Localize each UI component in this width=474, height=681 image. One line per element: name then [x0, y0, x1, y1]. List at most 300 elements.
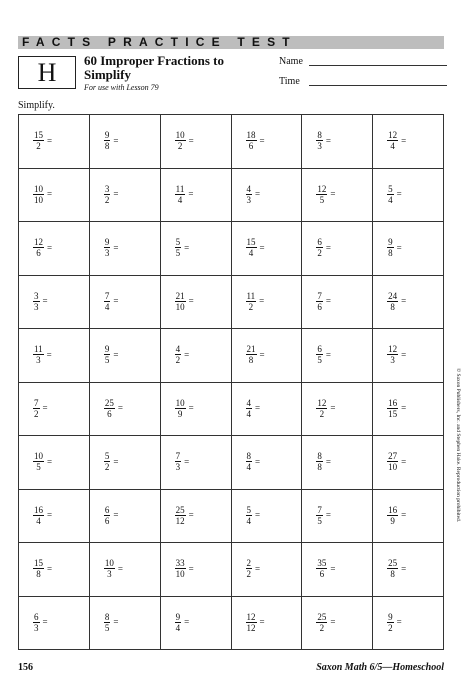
fraction-problem — [246, 291, 265, 312]
problem-cell[interactable] — [161, 276, 232, 330]
denominator: 15 — [388, 408, 398, 419]
problem-cell[interactable] — [19, 329, 90, 383]
denominator: 10 — [388, 462, 398, 472]
denominator: 5 — [317, 515, 322, 526]
numerator: 16 — [388, 397, 398, 408]
numerator: 12 — [34, 237, 43, 247]
numerator: 12 — [317, 183, 327, 194]
fraction-problem — [175, 344, 190, 365]
fraction-problem — [104, 237, 119, 258]
equals-sign: = — [259, 296, 265, 306]
problem-cell[interactable] — [232, 490, 303, 544]
fraction — [246, 237, 257, 258]
fraction-problem — [246, 505, 261, 526]
problem-cell[interactable] — [232, 543, 303, 597]
denominator: 3 — [36, 355, 41, 365]
fraction-problem — [33, 184, 52, 205]
fraction-problem — [246, 398, 261, 419]
problem-cell[interactable] — [302, 543, 373, 597]
problem-cell[interactable] — [19, 436, 90, 490]
fraction — [246, 130, 257, 151]
problem-cell[interactable] — [161, 490, 232, 544]
problem-cell[interactable] — [373, 490, 444, 544]
problem-cell[interactable] — [302, 490, 373, 544]
equals-sign: = — [47, 563, 53, 574]
fraction — [175, 612, 182, 633]
denominator: 2 — [104, 462, 110, 472]
equals-sign: = — [255, 563, 261, 574]
problem-cell[interactable] — [373, 169, 444, 223]
denominator: 8 — [390, 569, 395, 579]
equals-sign: = — [396, 617, 402, 627]
problem-cell[interactable] — [90, 169, 161, 223]
fraction-problem — [175, 558, 194, 579]
numerator: 8 — [246, 451, 251, 461]
numerator: 7 — [104, 290, 110, 301]
problem-cell[interactable] — [161, 115, 232, 169]
equals-sign: = — [113, 456, 119, 467]
numerator: 9 — [104, 344, 110, 354]
fraction — [316, 398, 327, 419]
problem-cell[interactable] — [373, 436, 444, 490]
numerator: 8 — [317, 451, 322, 461]
numerator: 7 — [317, 504, 322, 515]
fraction — [33, 558, 44, 579]
fraction-problem — [387, 398, 406, 419]
time-field[interactable] — [279, 76, 300, 87]
problem-cell[interactable] — [373, 329, 444, 383]
numerator: 21 — [246, 344, 256, 354]
equals-sign: = — [117, 403, 123, 413]
denominator: 2 — [175, 355, 181, 365]
equals-sign: = — [401, 563, 407, 574]
denominator: 3 — [34, 301, 39, 312]
fraction-problem — [175, 505, 194, 526]
fraction-problem — [175, 237, 190, 258]
fraction-problem — [387, 291, 406, 312]
fraction-problem — [33, 558, 52, 579]
fraction-problem — [33, 398, 48, 419]
equals-sign: = — [255, 403, 261, 413]
equals-sign: = — [188, 296, 194, 306]
equals-sign: = — [47, 242, 53, 253]
equals-sign: = — [117, 563, 123, 574]
numerator: 5 — [104, 451, 110, 461]
equals-sign: = — [113, 510, 119, 520]
fraction-problem — [387, 130, 406, 151]
fraction — [246, 558, 253, 579]
fraction — [33, 291, 40, 312]
fraction-problem — [104, 184, 119, 205]
time-line[interactable] — [309, 85, 447, 86]
fraction-problem — [246, 184, 261, 205]
denominator: 5 — [175, 248, 181, 258]
fraction-problem — [316, 398, 335, 419]
fraction — [175, 558, 186, 579]
fraction — [387, 184, 394, 205]
problem-cell[interactable] — [90, 222, 161, 276]
equals-sign: = — [188, 563, 194, 574]
problem-cell[interactable] — [232, 115, 303, 169]
equals-sign: = — [396, 242, 402, 253]
equals-sign: = — [325, 242, 331, 253]
denominator: 2 — [319, 622, 325, 633]
problem-cell[interactable] — [302, 115, 373, 169]
equals-sign: = — [113, 242, 119, 253]
fraction-problem — [316, 291, 331, 312]
equals-sign: = — [184, 349, 190, 360]
equals-sign: = — [330, 617, 336, 627]
equals-sign: = — [184, 242, 190, 253]
fraction — [104, 451, 111, 472]
denominator: 5 — [317, 355, 322, 365]
fraction — [175, 451, 182, 472]
problem-cell[interactable] — [302, 383, 373, 437]
problem-cell[interactable] — [161, 383, 232, 437]
numerator: 4 — [175, 344, 181, 354]
fraction — [387, 398, 398, 419]
problem-cell[interactable] — [302, 436, 373, 490]
name-label: Name — [279, 56, 303, 67]
fraction — [316, 451, 323, 472]
equals-sign: = — [401, 403, 407, 413]
denominator: 5 — [319, 194, 325, 205]
fraction-problem — [316, 612, 335, 633]
fraction — [316, 291, 323, 312]
denominator: 4 — [390, 141, 395, 151]
fraction-problem — [104, 398, 123, 419]
fraction-problem — [246, 237, 265, 258]
equals-sign: = — [113, 349, 119, 360]
fraction-problem — [33, 451, 52, 472]
denominator: 10 — [34, 194, 43, 205]
fraction — [104, 130, 111, 151]
numerator: 9 — [175, 611, 181, 622]
equals-sign: = — [188, 510, 194, 520]
problem-cell[interactable] — [232, 222, 303, 276]
denominator: 2 — [246, 569, 251, 579]
denominator: 4 — [104, 301, 110, 312]
numerator: 24 — [388, 290, 398, 301]
fraction — [104, 237, 111, 258]
numerator: 15 — [246, 237, 256, 247]
fraction-problem — [175, 184, 194, 205]
fraction-problem — [246, 451, 261, 472]
fraction — [387, 451, 398, 472]
fraction — [175, 237, 182, 258]
fraction-problem — [246, 344, 265, 365]
fraction — [175, 505, 186, 526]
numerator: 6 — [317, 237, 322, 247]
numerator: 15 — [34, 558, 43, 568]
problem-cell[interactable] — [373, 222, 444, 276]
fraction — [246, 291, 257, 312]
fraction-problem — [104, 291, 119, 312]
denominator: 4 — [36, 515, 41, 526]
equals-sign: = — [184, 617, 190, 627]
numerator: 9 — [388, 611, 393, 622]
denominator: 3 — [390, 355, 395, 365]
fraction — [175, 130, 186, 151]
problem-cell[interactable] — [302, 222, 373, 276]
denominator: 4 — [177, 194, 183, 205]
denominator: 8 — [317, 462, 322, 472]
fraction-problem — [175, 130, 194, 151]
denominator: 6 — [107, 408, 112, 419]
fraction — [175, 184, 186, 205]
denominator: 2 — [388, 622, 393, 633]
equals-sign: = — [330, 563, 336, 574]
fraction — [246, 505, 253, 526]
problem-cell[interactable] — [90, 597, 161, 651]
equals-sign: = — [401, 135, 407, 146]
fraction-problem — [387, 505, 406, 526]
numerator: 3 — [104, 183, 110, 194]
equals-sign: = — [401, 456, 407, 467]
numerator: 10 — [175, 130, 185, 140]
problem-cell[interactable] — [232, 329, 303, 383]
numerator: 7 — [317, 290, 322, 301]
denominator: 6 — [317, 301, 322, 312]
problem-cell[interactable] — [161, 597, 232, 651]
problem-cell[interactable] — [19, 597, 90, 651]
numerator: 21 — [175, 290, 185, 301]
fraction — [104, 558, 115, 579]
fraction — [316, 237, 323, 258]
name-field[interactable] — [279, 56, 303, 67]
equals-sign: = — [113, 189, 119, 199]
problem-cell[interactable] — [232, 383, 303, 437]
problem-cell[interactable] — [161, 222, 232, 276]
problem-cell[interactable] — [90, 276, 161, 330]
fraction — [387, 291, 398, 312]
denominator: 6 — [104, 515, 110, 526]
fraction-problem — [316, 451, 331, 472]
fraction — [33, 505, 44, 526]
fraction-problem — [387, 344, 406, 365]
numerator: 5 — [388, 183, 393, 194]
numerator: 18 — [246, 130, 256, 140]
denominator: 4 — [246, 408, 251, 419]
numerator: 11 — [246, 290, 256, 301]
denominator: 10 — [175, 569, 185, 579]
time-label: Time — [279, 76, 300, 87]
numerator: 12 — [317, 397, 327, 408]
problem-cell[interactable] — [90, 436, 161, 490]
equals-sign: = — [325, 456, 331, 467]
equals-sign: = — [401, 349, 407, 360]
fraction — [316, 344, 323, 365]
fraction-problem — [33, 291, 48, 312]
equals-sign: = — [255, 456, 261, 467]
numerator: 6 — [34, 611, 39, 622]
denominator: 5 — [104, 355, 110, 365]
equals-sign: = — [325, 135, 331, 146]
problem-cell[interactable] — [161, 329, 232, 383]
fraction-problem — [104, 344, 119, 365]
fraction — [104, 398, 115, 419]
problem-cell[interactable] — [232, 436, 303, 490]
problem-cell[interactable] — [19, 490, 90, 544]
numerator: 15 — [34, 130, 43, 140]
fraction — [33, 398, 40, 419]
problem-cell[interactable] — [90, 543, 161, 597]
numerator: 10 — [175, 397, 185, 408]
denominator: 2 — [104, 194, 110, 205]
equals-sign: = — [401, 296, 407, 306]
fraction-problem — [316, 237, 331, 258]
test-letter: H — [18, 56, 76, 89]
denominator: 3 — [175, 462, 181, 472]
fraction — [33, 130, 44, 151]
fraction — [33, 451, 44, 472]
fraction-problem — [175, 612, 190, 633]
problem-cell[interactable] — [232, 169, 303, 223]
denominator: 3 — [246, 194, 251, 205]
copyright-note — [451, 368, 463, 608]
denominator: 6 — [319, 569, 325, 579]
equals-sign: = — [259, 617, 265, 627]
denominator: 4 — [246, 462, 251, 472]
denominator: 4 — [175, 622, 181, 633]
problem-cell[interactable] — [161, 543, 232, 597]
fraction-problem — [246, 558, 261, 579]
denominator: 5 — [104, 622, 110, 633]
problem-cell[interactable] — [90, 329, 161, 383]
denominator: 8 — [248, 355, 254, 365]
denominator: 8 — [104, 141, 110, 151]
problem-cell[interactable] — [302, 597, 373, 651]
equals-sign: = — [259, 135, 265, 146]
numerator: 4 — [246, 183, 251, 194]
equals-sign: = — [325, 349, 331, 360]
denominator: 8 — [36, 569, 41, 579]
fraction-problem — [104, 612, 119, 633]
problem-cell[interactable] — [373, 597, 444, 651]
equals-sign: = — [325, 296, 331, 306]
name-line[interactable] — [309, 65, 447, 66]
fraction-problem — [316, 505, 331, 526]
numerator: 27 — [388, 451, 398, 461]
numerator: 11 — [175, 183, 185, 194]
denominator: 2 — [36, 141, 41, 151]
equals-sign: = — [47, 510, 53, 520]
denominator: 4 — [248, 248, 254, 258]
fraction — [33, 184, 44, 205]
equals-sign: = — [47, 135, 53, 146]
problem-cell[interactable] — [302, 329, 373, 383]
numerator: 11 — [34, 344, 43, 354]
problem-cell[interactable] — [161, 169, 232, 223]
numerator: 5 — [246, 504, 251, 515]
numerator: 10 — [34, 183, 43, 194]
problem-cell[interactable] — [19, 169, 90, 223]
numerator: 8 — [104, 611, 110, 622]
denominator: 2 — [34, 408, 39, 419]
fraction-problem — [387, 237, 402, 258]
problem-cell[interactable] — [19, 543, 90, 597]
fraction — [316, 505, 323, 526]
equals-sign: = — [330, 189, 336, 199]
fraction-problem — [316, 558, 335, 579]
fraction — [387, 237, 394, 258]
denominator: 6 — [36, 248, 41, 258]
equals-sign: = — [113, 617, 119, 627]
problem-cell[interactable] — [302, 169, 373, 223]
problem-cell[interactable] — [373, 115, 444, 169]
test-title: 60 Improper Fractions to Simplify — [84, 53, 224, 82]
fraction-problem — [387, 184, 402, 205]
fraction — [175, 291, 186, 312]
denominator: 8 — [390, 301, 395, 312]
problem-cell[interactable] — [19, 276, 90, 330]
problem-cell[interactable] — [232, 276, 303, 330]
numerator: 35 — [317, 558, 327, 568]
fraction — [33, 612, 40, 633]
problem-cell[interactable] — [19, 222, 90, 276]
equals-sign: = — [47, 456, 53, 467]
fraction-problem — [33, 505, 52, 526]
fraction — [387, 558, 398, 579]
denominator: 9 — [177, 408, 183, 419]
problem-cell[interactable] — [19, 383, 90, 437]
problem-cell[interactable] — [19, 115, 90, 169]
problem-cell[interactable] — [90, 490, 161, 544]
problem-cell[interactable] — [302, 276, 373, 330]
equals-sign: = — [113, 135, 119, 146]
numerator: 25 — [104, 397, 114, 408]
numerator: 12 — [388, 130, 398, 140]
numerator: 8 — [317, 130, 322, 140]
numerator: 9 — [104, 130, 110, 140]
numerator: 3 — [34, 290, 39, 301]
problem-cell[interactable] — [90, 383, 161, 437]
fraction-problem — [33, 237, 52, 258]
problem-grid — [18, 114, 444, 650]
denominator: 6 — [248, 141, 254, 151]
fraction-problem — [316, 344, 331, 365]
equals-sign: = — [330, 403, 336, 413]
denominator: 3 — [34, 622, 39, 633]
denominator: 10 — [175, 301, 185, 312]
equals-sign: = — [401, 510, 407, 520]
fraction — [387, 344, 398, 365]
fraction-problem — [246, 612, 265, 633]
problem-cell[interactable] — [90, 115, 161, 169]
problem-cell[interactable] — [373, 383, 444, 437]
problem-cell[interactable] — [373, 543, 444, 597]
fraction — [104, 291, 111, 312]
numerator: 9 — [388, 237, 393, 247]
problem-cell[interactable] — [373, 276, 444, 330]
fraction — [104, 184, 111, 205]
numerator: 16 — [34, 504, 43, 515]
problem-cell[interactable] — [232, 597, 303, 651]
denominator: 12 — [175, 515, 185, 526]
fraction-problem — [104, 130, 119, 151]
problem-cell[interactable] — [161, 436, 232, 490]
equals-sign: = — [255, 189, 261, 199]
fraction — [316, 130, 323, 151]
facts-practice-test-banner: FACTS PRACTICE TEST — [18, 36, 444, 49]
equals-sign: = — [184, 456, 190, 467]
fraction — [175, 344, 182, 365]
numerator: 6 — [317, 344, 322, 354]
copyright-text: © Saxon Publishers, Inc. and Stephen Hake. Reproduction prohibited. — [455, 368, 461, 523]
fraction — [387, 130, 398, 151]
fraction — [316, 558, 327, 579]
fraction-problem — [104, 505, 119, 526]
